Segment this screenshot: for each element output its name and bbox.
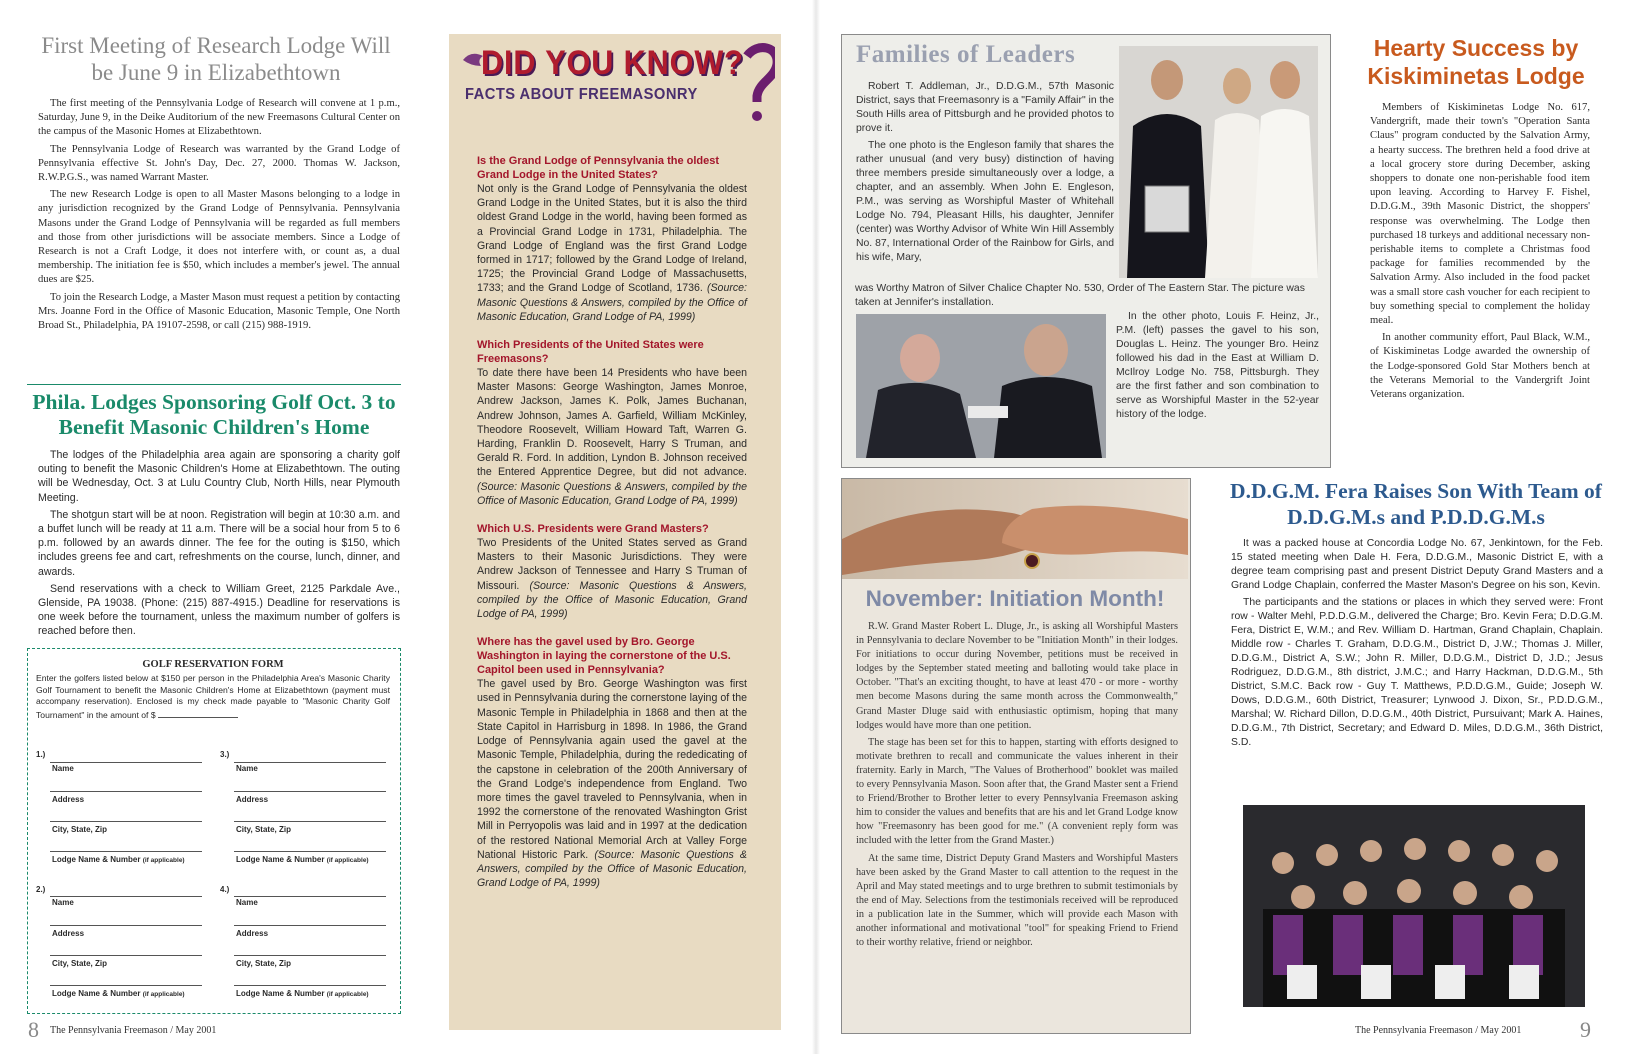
answer-4-source: (Source: Masonic Questions & Answers, compiled by the Office of Masonic Education, Grand Lodge of PA, 1999) [477,848,747,890]
answer-1-source: (Source: Masonic Questions & Answers, compiled by the Office of Masonic Education, Grand Lodge of PA, 1999) [477,282,747,323]
engleson-family-photo [1119,46,1318,278]
right-page-number: 9 [1580,1017,1591,1042]
families-title: Families of Leaders [856,41,1076,68]
left-page-number: 8 [28,1017,39,1042]
answer-4-text: The gavel used by Bro. George Washington was first used in Pennsylvania during the cornerstone laying of the Masonic Temple in Philadelphia in 1868 and then at the State Capitol in Harrisburg in 1898. In 1986, the Grand Lodge of Pennsylvania again used the gavel at the Masonic Temple, Philadelphia, during the rededicating of the capstone in celebration of the 200th Anniversary of the Grand Lodge's independence from England. Two more times the gavel traveled to Pennsylvania, when in 1992 the cornerstone of the renovated Washington Grist Mill in Perryopolis was laid and in 1997 at the dedication of the restored National Memorial Arch at Valley Forge National Historic Park. [477,678,747,861]
answer-2-text: To date there have been 14 Presidents who have been Master Masons: George Washington, James Monroe, Andrew Jackson, James K. Polk, James Buchanan, Andrew Johnson, James A. Garfield, William McKinley, Theodore Roosevelt, William Howard Taft, Warren G. Harding, Franklin D. Roosevelt, Harry S Truman, and Gerald R. Ford. In addition, Lyndon B. Johnson received the Entered Apprentice Degree, but did not advance. [477,367,747,479]
golfer-1-address-label: Address [52,795,85,804]
lodge-label-text: Lodge Name & Number [52,855,141,864]
handshake-illustration [842,479,1188,579]
golfer-2-number: 2.) [36,885,46,894]
golfer-4-name-field[interactable] [234,896,386,897]
form-intro-text: Enter the golfers listed below at $150 per person in the Philadelphia Area's Masonic Charity Golf Tournament to benefit the Masonic Children's Home at Elizabethtown (payment must accompany reservation). Enclosed is my check made payable to "Masonic Charity Golf Tournament" in the amount of $ [36,673,390,720]
golfer-3-address-label: Address [236,795,269,804]
fera-article [1231,537,1603,753]
golfer-3-city-label: City, State, Zip [236,825,291,834]
kiski-para-1: Members of Kiskiminetas Lodge No. 617, Vandergrift, made their town's "Operation Santa Claus" program conducted by the Salvation Army, a hearty success. The brethren held a food drive at a local grocery store during December, asking shoppers to donate one non-perishable food item upon leaving. According to Harvey F. Fishel, D.D.G.M., 39th Masonic District, the shoppers' response was overwhelming. The Lodge then purchased 18 turkeys and additional necessary non-perishable items to complete a Christmas food package for families recommended by the Salvation Army. Also included in the food packet was a small store cash voucher for each recipient to buy something special to complement the holiday meal. [1370,102,1590,327]
families-text-bottom [1116,310,1319,425]
golfer-1-city-field[interactable] [50,821,202,822]
engleson-family-illustration [1119,46,1318,278]
golfer-4-lodge-field[interactable] [234,985,386,986]
answer-2 [477,366,747,508]
november-para-1: R.W. Grand Master Robert L. Dluge, Jr., is asking all Worshipful Masters in Pennsylvania to declare November to be "Initiation Month" in their lodges. For initiations to occur during November, petitions must be received in lodges by the September stated meeting and balloting would take place in October. "That's an exciting thought, to have at least 470 - or more - worthy men become Masons during the same month across the Commonwealth," Grand Master Dluge said with enthusiastic optimism, hoping that many lodges would have more than one petition. [856,621,1178,731]
golfer-4-name-label: Name [236,898,258,907]
november-para-3: At the same time, District Deputy Grand Masters and Worshipful Masters have been asked by the Grand Master to call attention to the request in the April and May stated meetings and to urge brethren to submit testimonials by the end of May. Selections from the testimonials received will be reproduced in a publication late in the Summer, which will provide each Mason with another informational and motivational "tool" for speaking Friend to Friend to their worthy relative, friend or neighbor. [856,852,1178,949]
answer-1-text: Not only is the Grand Lodge of Pennsylvania the oldest Grand Lodge in the United States, but it is also the third oldest Grand Lodge in the world, having been formed as a Provincial Grand Lodge in 1731, Philadelphia. The Grand Lodge of England was the first Grand Lodge formed in 1717; followed by the Grand Lodge of Ireland, 1725; the Provincial Grand Lodge of Massachusetts, 1733; and the Grand Lodge of Scotland, 1736. [477,183,747,295]
right-footer: The Pennsylvania Freemason / May 2001 [1355,1025,1522,1036]
golf-para-1: The lodges of the Philadelphia area again are sponsoring a charity golf outing to benefit the Masonic Children's Home at Elizabethtown. The outing will be Wednesday, Oct. 3 at Lulu Country Club, North Hills, near Plymouth Meeting. [38,449,400,504]
research-para-1: The first meeting of the Pennsylvania Lodge of Research will convene at 1 p.m., Saturday, June 9, in the Deike Auditorium of the new Freemasons Cultural Center on the campus of the Masonic Homes at Elizabethtown. [38,98,400,138]
golfer-2-city-field[interactable] [50,955,202,956]
families-para-3: In the other photo, Louis F. Heinz, Jr., P.M. (left) passes the gavel to his son, Douglas L. Heinz. The younger Bro. Heinz followed his dad in the East at William D. McIlroy Lodge No. 758, Pittsburgh. They are the first father and son combination to serve as Worshipful Master in the 52-year history of the lodge. [1116,311,1319,420]
handshake-photo [842,479,1188,579]
golfer-4-address-field[interactable] [234,925,386,926]
did-you-know-banner [457,38,775,122]
form-title: GOLF RESERVATION FORM [142,659,284,670]
fera-para-1: It was a packed house at Concordia Lodge No. 67, Jenkintown, for the Feb. 15 stated meeting when Dale H. Fera, D.D.G.M., Masonic District E, with a degree team comprising past and present District Deputy Grand Masters and a Grand Lodge Chaplain, conferred the Master Mason's Degree on his son, Kevin. [1231,538,1603,591]
left-footer: The Pennsylvania Freemason / May 2001 [50,1025,217,1036]
heinz-gavel-illustration [856,314,1106,458]
golf-reservation-form [27,648,401,1014]
lodge-note: (if applicable) [142,991,185,998]
question-2: Which Presidents of the United States were Freemasons? [477,339,704,366]
golfer-4-city-label: City, State, Zip [236,959,291,968]
research-title: First Meeting of Research Lodge Will be June 9 in Elizabethtown [41,33,391,85]
answer-4 [477,677,747,890]
families-para-1: Robert T. Addleman, Jr., D.D.G.M., 57th Masonic District, says that Freemasonry is a "Family Affair" in the South Hills area of Pittsburgh and he provided photos to prove it. [856,81,1114,134]
golfer-3-lodge-field[interactable] [234,851,386,852]
answer-1 [477,182,747,324]
form-intro [36,673,390,721]
families-text-top [856,80,1114,265]
lodge-label-text: Lodge Name & Number [52,989,141,998]
hand-pointer-icon [463,54,483,66]
golfer-2-name-label: Name [52,898,74,907]
golfer-2-address-field[interactable] [50,925,202,926]
golfer-4-address-label: Address [236,929,269,938]
research-article [38,97,400,336]
kiski-para-2: In another community effort, Paul Black, W.M., of Kiskiminetas Lodge awarded the ownership of the Lodge-sponsored Gold Star Mothers bench at the Veterans Memorial to the Vandergrift Joint Veterans organization. [1370,332,1590,401]
lodge-label-text: Lodge Name & Number [236,855,325,864]
question-mark-dot [752,111,762,121]
page-gutter [812,0,820,1054]
golfer-3-name-field[interactable] [234,762,386,763]
degree-team-photo [1243,805,1585,1007]
did-you-know-subtitle: FACTS ABOUT FREEMASONRY [465,86,698,103]
families-text-wide: was Worthy Matron of Silver Chalice Chapter No. 530, Order of The Eastern Star. The picture was taken at Jennifer's installation. [855,283,1305,308]
degree-team-illustration [1243,805,1585,1007]
golfer-1-name-field[interactable] [50,762,202,763]
golfer-3-name-label: Name [236,764,258,773]
research-para-3: The new Research Lodge is open to all Master Masons belonging to a lodge in any jurisdiction recognized by the Grand Lodge of Pennsylvania. Pennsylvania Masons under the Grand Lodge of Pennsylvania will be regarded as full members and those from other jurisdictions will be associate members. Since a Lodge of Research is not a Craft Lodge, it does not interfere with, or count as, a dual membership. The initiation fee is $50, which includes a member's jewel. The annual dues are $25. [38,189,400,286]
lodge-label-text: Lodge Name & Number [236,989,325,998]
research-para-4: To join the Research Lodge, a Master Mason must request a petition by contacting Mrs. Joanne Ford in the Office of Masonic Education, Masonic Temple, One North Broad St., Philadelphia, PA 19107-2598, or call (215) 988-1919. [38,291,400,332]
golfer-2-lodge-label [52,989,185,998]
families-para-2: The one photo is the Engleson family that shares the rather unusual (and very busy) distinction of having three members preside simultaneously over a lodge, a chapter, and an assembly. When John E. Engleson, P.M., was serving as Worshipful Master of Whitehall Lodge No. 794, Pleasant Hills, his daughter, Jennifer (center) was Worthy Advisor of White Win Hill Assembly No. 87, International Order of the Rainbow for Girls, and his wife, Mary, [856,140,1114,263]
golfer-3-address-field[interactable] [234,791,386,792]
answer-3-source: (Source: Masonic Questions & Answers, compiled by the Office of Masonic Education, Grand Lodge of PA, 1999) [477,579,747,621]
research-para-2: The Pennsylvania Lodge of Research was warranted by the Grand Lodge of Pennsylvania effective St. John's Day, Dec. 27, 2000. Thomas W. Jackson, R.W.P.G.S., was named Warrant Master. [38,143,400,184]
golfer-1-number: 1.) [36,750,46,759]
amount-field[interactable] [158,708,238,718]
golfer-2-city-label: City, State, Zip [52,959,107,968]
golfer-1-lodge-field[interactable] [50,851,202,852]
kiski-title: Hearty Success by Kiskiminetas Lodge [1367,35,1585,89]
golfer-3-lodge-label [236,855,369,864]
heinz-gavel-photo [856,314,1106,458]
did-you-know-qa [477,144,747,890]
did-you-know-title: DID YOU KNOW? [481,44,744,82]
question-mark-graphic [747,48,775,102]
golf-title: Phila. Lodges Sponsoring Golf Oct. 3 to Benefit Masonic Children's Home [32,390,396,439]
november-title: November: Initiation Month! [865,586,1165,611]
golf-para-3: Send reservations with a check to William Greet, 2125 Parkdale Ave., Glenside, PA 19038. (Phone: (215) 887-4915.) Deadline for reservations is one week before the tournament, unless the maximum number of golfers is reached before then. [38,582,400,638]
section-divider [27,384,401,385]
question-4: Where has the gavel used by Bro. George Washington in laying the cornerstone of the U.S. Capitol been used in Pennsylvania? [477,636,731,677]
fera-title: D.D.G.M. Fera Raises Son With Team of D.D.G.M.s and P.D.D.G.M.s [1230,479,1602,529]
question-3: Which U.S. Presidents were Grand Masters? [477,523,709,536]
golfer-4-city-field[interactable] [234,955,386,956]
kiski-article [1370,101,1590,405]
golf-para-2: The shotgun start will be at noon. Registration will begin at 10:30 a.m. and a buffet lunch will be ready at 11 a.m. There will be a social hour from 5 to 6 p.m. followed by an awards dinner. The fee for the outing is $150, which includes greens fee and cart, refreshments on the course, lunch, dinner, and awards. [38,508,400,578]
question-1: Is the Grand Lodge of Pennsylvania the oldest Grand Lodge in the United States? [477,155,720,181]
golf-article [38,448,400,642]
golfer-1-lodge-label [52,855,185,864]
golfer-3-number: 3.) [220,750,230,759]
answer-3 [477,536,747,621]
did-you-know-column [449,34,781,1030]
golfer-1-address-field[interactable] [50,791,202,792]
golfer-2-name-field[interactable] [50,896,202,897]
answer-3-text: Two Presidents of the United States served as Grand Masters to their Masonic Jurisdictions. They were Andrew Jackson of Tennessee and Harry S Truman of Missouri. [477,537,747,592]
november-article [856,620,1178,953]
lodge-note: (if applicable) [326,991,369,998]
golfer-4-number: 4.) [220,885,230,894]
golfer-2-lodge-field[interactable] [50,985,202,986]
golfer-1-city-label: City, State, Zip [52,825,107,834]
golfer-3-city-field[interactable] [234,821,386,822]
golfer-4-lodge-label [236,989,369,998]
answer-2-source: (Source: Masonic Questions & Answers, compiled by the Office of Masonic Education, Grand Lodge of PA, 1999) [477,480,747,507]
lodge-note: (if applicable) [326,857,369,864]
november-para-2: The stage has been set for this to happen, starting with efforts designed to motivate brethren to recall and communicate the values inherent in their fraternity. Early in March, "The Values of Brotherhood" booklet was mailed to every Pennsylvania Mason. Soon after that, the Grand Master sent a Friend to Friend/Brother to Brother letter to every Pennsylvania Freemason asking him to consider the values and benefits that are his and let Grand Lodge know how "Freemasonry has been good for me." (A convenient reply form was included with the letter from the Grand Master.) [856,736,1178,847]
fera-para-2: The participants and the stations or places in which they served were: Front row - Walter Mehl, P.D.D.G.M., delivered the Charge; Bro. Kevin Fera; D.D.G.M. Fera, District E, W.M.; and Rev. William D. Hartman, Grand Chaplain, Chaplain. Middle row - Charles T. Graham, D.D.G.M., District D, J.W.; Thomas J. Miller, D.D.G.M., District A, S.W.; John R. Miller, D.D.G.M., District D, J.D.; Jesus Rodriguez, D.D.G.M., 8th district, J.M.C.; and Harry Hackman, D.D.G.M., 5th District, S.M.C. Back row - Guy T. Matthews, P.D.D.G.M., Guide; Joseph W. Dows, D.D.G.M., 60th District, Treasurer; Lynwood J. Dixon, Sr., P.D.D.G.M., Marshal; W. Richard Dillon, D.D.G.M., 40th District, Pursuivant; Mark A. Haines, D.D.G.M., 7th District, Secretary; and Edward D. Miles, D.D.G.M., 36th District, S.D. [1231,597,1603,748]
golfer-2-address-label: Address [52,929,85,938]
lodge-note: (if applicable) [142,857,185,864]
golfer-1-name-label: Name [52,764,74,773]
